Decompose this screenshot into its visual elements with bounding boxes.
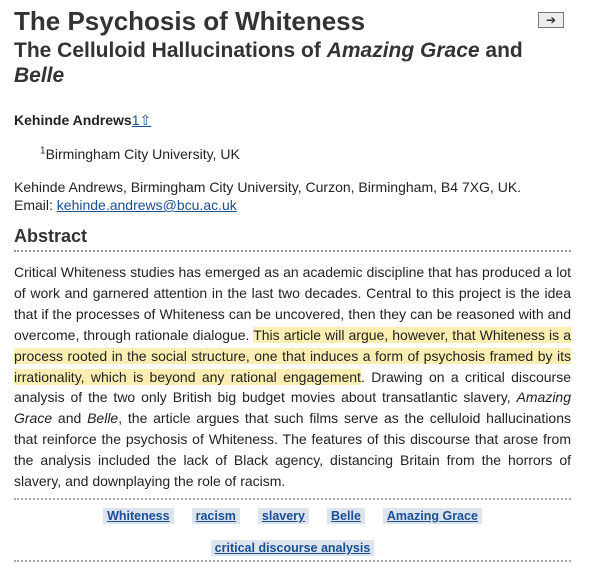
article-title: The Psychosis of Whiteness bbox=[14, 6, 366, 36]
keywords-divider-bottom bbox=[14, 560, 571, 562]
affiliation-link[interactable]: 1⇧ bbox=[131, 112, 152, 128]
keywords-divider-top bbox=[14, 498, 571, 500]
abstract-highlight: This article will argue, however, that Whiteness is a process rooted in the social structure, one that induces a form of psychosis framed by its irrationality, which is beyond any rational engagement bbox=[14, 326, 571, 385]
author-name: Kehinde Andrews bbox=[14, 112, 132, 128]
arrow-right-icon: ➔ bbox=[545, 13, 557, 27]
subtitle-text-a: The Celluloid Hallucinations of bbox=[14, 39, 327, 62]
share-button[interactable] bbox=[538, 12, 564, 28]
abstract-film-2: Belle bbox=[87, 410, 119, 427]
keyword-link[interactable]: Belle bbox=[327, 508, 365, 524]
abstract-text bbox=[14, 262, 571, 492]
address-text: Kehinde Andrews, Birmingham City University, Curzon, Birmingham, B4 7XG, UK. bbox=[14, 179, 522, 195]
keyword-link[interactable]: Amazing Grace bbox=[383, 508, 482, 524]
article-subtitle bbox=[14, 38, 554, 88]
abstract-part-1: Critical Whiteness studies has emerged as an academic discipline that has produced a lot of work and garnered attention in the last two decades. Central to this project is the idea that if the processes of Whiteness can be uncovered, then they can be reasoned with and overcome, through rationale dialogue. bbox=[14, 264, 571, 343]
email-line bbox=[14, 196, 574, 214]
affiliation bbox=[40, 146, 240, 162]
author-line bbox=[14, 112, 151, 129]
subtitle-film-2: Belle bbox=[14, 64, 65, 87]
subtitle-text-b: and bbox=[479, 39, 523, 62]
abstract-part-2: . Drawing on a critical discourse analysis of the two only British big budget movies about transatlantic slavery, bbox=[14, 368, 572, 406]
affiliation-text: Birmingham City University, UK bbox=[45, 146, 240, 162]
email-label: Email: bbox=[14, 197, 57, 213]
keyword-link[interactable]: Whiteness bbox=[103, 508, 174, 524]
abstract-heading: Abstract bbox=[14, 226, 571, 252]
subtitle-film-1: Amazing Grace bbox=[326, 39, 480, 62]
keyword-link[interactable]: critical discourse analysis bbox=[211, 540, 375, 556]
abstract-film-1: Amazing Grace bbox=[14, 389, 571, 427]
affiliation-marker: 1 bbox=[40, 145, 46, 157]
abstract-part-4: , the article argues that such films serve as the celluloid hallucinations that reinforce the psychosis of Whiteness. The features of this discourse that arose from the analysis included the lack of Black agency, distancing Britain from the horrors of slavery, and downplaying the role of racism. bbox=[14, 410, 572, 490]
abstract-part-3: and bbox=[52, 410, 88, 427]
keyword-link[interactable]: slavery bbox=[258, 508, 309, 524]
correspondence-address bbox=[14, 178, 574, 214]
keyword-link[interactable]: racism bbox=[192, 508, 240, 524]
keywords-list bbox=[14, 508, 571, 556]
email-link[interactable]: kehinde.andrews@bcu.ac.uk bbox=[56, 197, 237, 213]
